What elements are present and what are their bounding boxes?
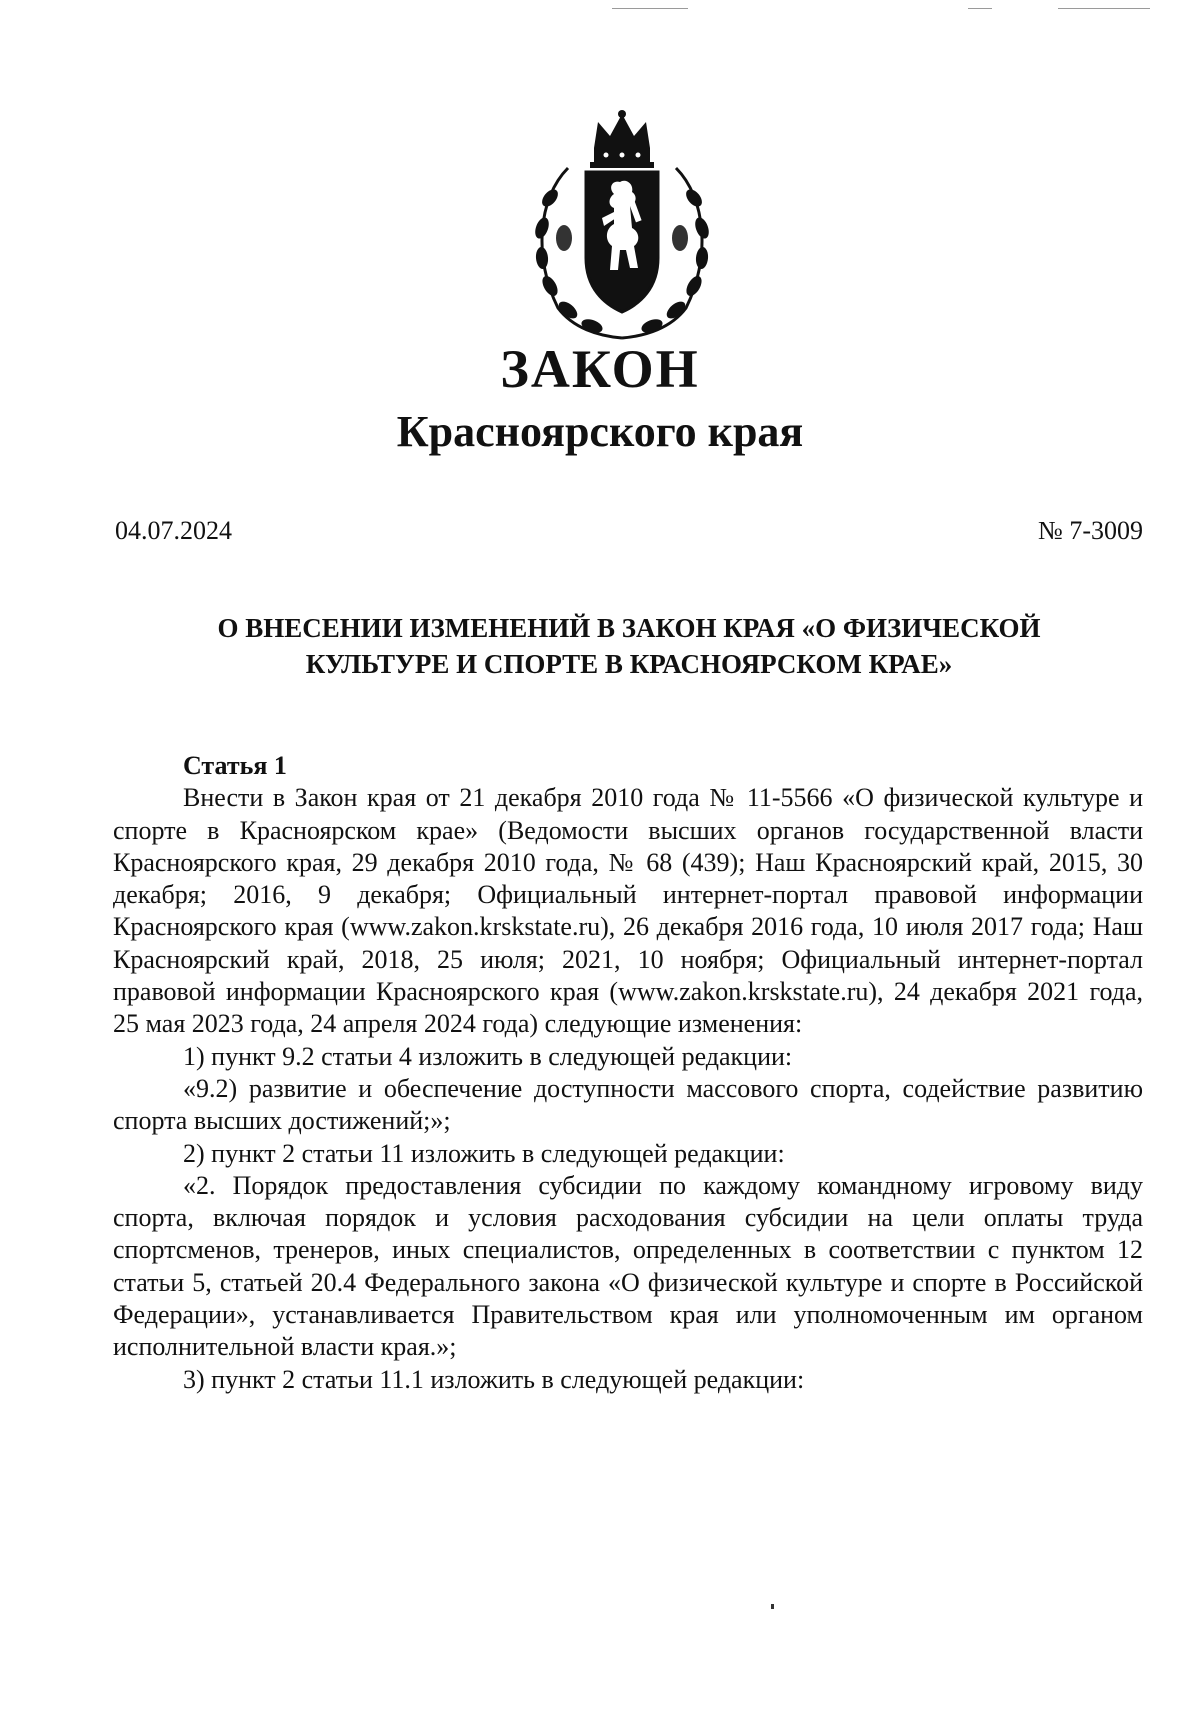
body-paragraph: 2) пункт 2 статьи 11 изложить в следующей редакции:	[183, 1138, 785, 1168]
document-subtitle: Красноярского края	[396, 407, 804, 456]
law-heading	[115, 610, 1143, 682]
scan-artifact	[612, 8, 688, 9]
body-paragraph: 3) пункт 2 статьи 11.1 изложить в следующей редакции:	[183, 1364, 805, 1394]
article-title: Статья 1	[183, 751, 287, 780]
body-paragraph: 1) пункт 9.2 статьи 4 изложить в следующей редакции:	[183, 1041, 793, 1071]
scan-speck	[771, 1604, 774, 1609]
krasnoyarsk-coat-of-arms-icon	[528, 108, 716, 340]
law-body	[113, 750, 1143, 1396]
law-heading-line: КУЛЬТУРЕ И СПОРТЕ В КРАСНОЯРСКОМ КРАЕ»	[305, 649, 953, 679]
scan-artifact	[968, 8, 992, 9]
body-paragraph: «9.2) развитие и обеспечение доступности массового спорта, содействие развитию спорта высших достижений;»;	[113, 1073, 1143, 1136]
scan-artifact	[1058, 8, 1150, 9]
document-title: ЗАКОН	[500, 339, 700, 399]
document-number: № 7-3009	[1038, 516, 1143, 545]
body-paragraph: «2. Порядок предоставления субсидии по каждому командному игровому виду спорта, включая порядок и условия расходования субсидии на цели оплаты труда спортсменов, тренеров, иных специалистов, определенных в соответствии с пунктом 12 статьи 5, статьей 20.4 Федерального закона «О физической культуре и спорте в Российской Федерации», устанавливается Правительством края или уполномоченным им органом исполнительной власти края.»;	[113, 1170, 1143, 1362]
body-paragraph: Внести в Закон края от 21 декабря 2010 года № 11-5566 «О физической культуре и спорте в Красноярском крае» (Ведомости высших органов государственной власти Красноярского края, 29 декабря 2010 года, № 68 (439); Наш Красноярский край, 2015, 30 декабря; 2016, 9 декабря; Официальный интернет-портал правовой информации Красноярского края (www.zakon.krskstate.ru), 26 декабря 2016 года, 10 июля 2017 года; Наш Красноярский край, 2018, 25 июля; 2021, 10 ноября; Официальный интернет-портал правовой информации Красноярского края (www.zakon.krskstate.ru), 24 декабря 2021 года, 25 мая 2023 года, 24 апреля 2024 года) следующие изменения:	[113, 783, 1143, 1039]
law-heading-line: О ВНЕСЕНИИ ИЗМЕНЕНИЙ В ЗАКОН КРАЯ «О ФИЗИЧЕСКОЙ	[217, 613, 1041, 643]
document-date: 04.07.2024	[115, 516, 232, 545]
